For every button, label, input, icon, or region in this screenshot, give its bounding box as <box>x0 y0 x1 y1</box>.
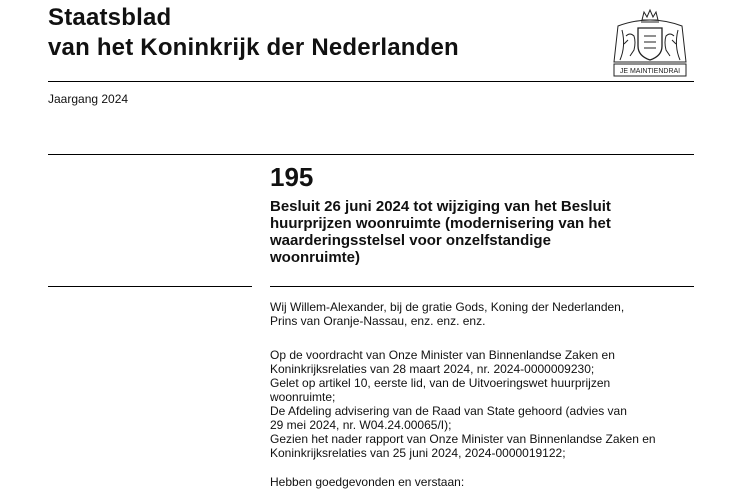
section-rule <box>48 154 694 155</box>
right-divider <box>270 286 694 287</box>
volume-year: Jaargang 2024 <box>48 92 129 106</box>
publication-title: Staatsblad <box>48 4 172 31</box>
header-rule <box>48 81 694 82</box>
publication-subtitle: van het Koninkrijk der Nederlanden <box>48 34 459 61</box>
royal-coat-of-arms-icon <box>604 6 696 78</box>
document-heading: Besluit 26 juni 2024 tot wijziging van het Besluit huurprijzen woonruimte (modernisering van het waarderingsstelsel voor onzelfstandige woonruimte) <box>270 198 611 266</box>
document-number: 195 <box>270 162 314 192</box>
considerations-paragraph: Op de voordracht van Onze Minister van Binnenlandse Zaken en Koninkrijksrelaties van 28 maart 2024, nr. 2024-0000009230; Gelet op artikel 10, eerste lid, van de Uitvoeringswet huurprijzen woonruimte; De Afdeling advisering van de Raad van State gehoord (advies van 29 mei 2024, nr. W04.24.00065/I); Gezien het nader rapport van Onze Minister van Binnenlandse Zaken en Koninkrijksrelaties van 25 juni 2024, 2024-0000019122; <box>270 348 656 460</box>
intro-paragraph: Wij Willem-Alexander, bij de gratie Gods, Koning der Nederlanden, Prins van Oranje-Nassau, enz. enz. enz. <box>270 300 625 328</box>
decision-paragraph: Hebben goedgevonden en verstaan: <box>270 475 465 489</box>
crest-motto: JE MAINTIENDRAI <box>619 68 681 75</box>
left-divider <box>48 286 252 287</box>
